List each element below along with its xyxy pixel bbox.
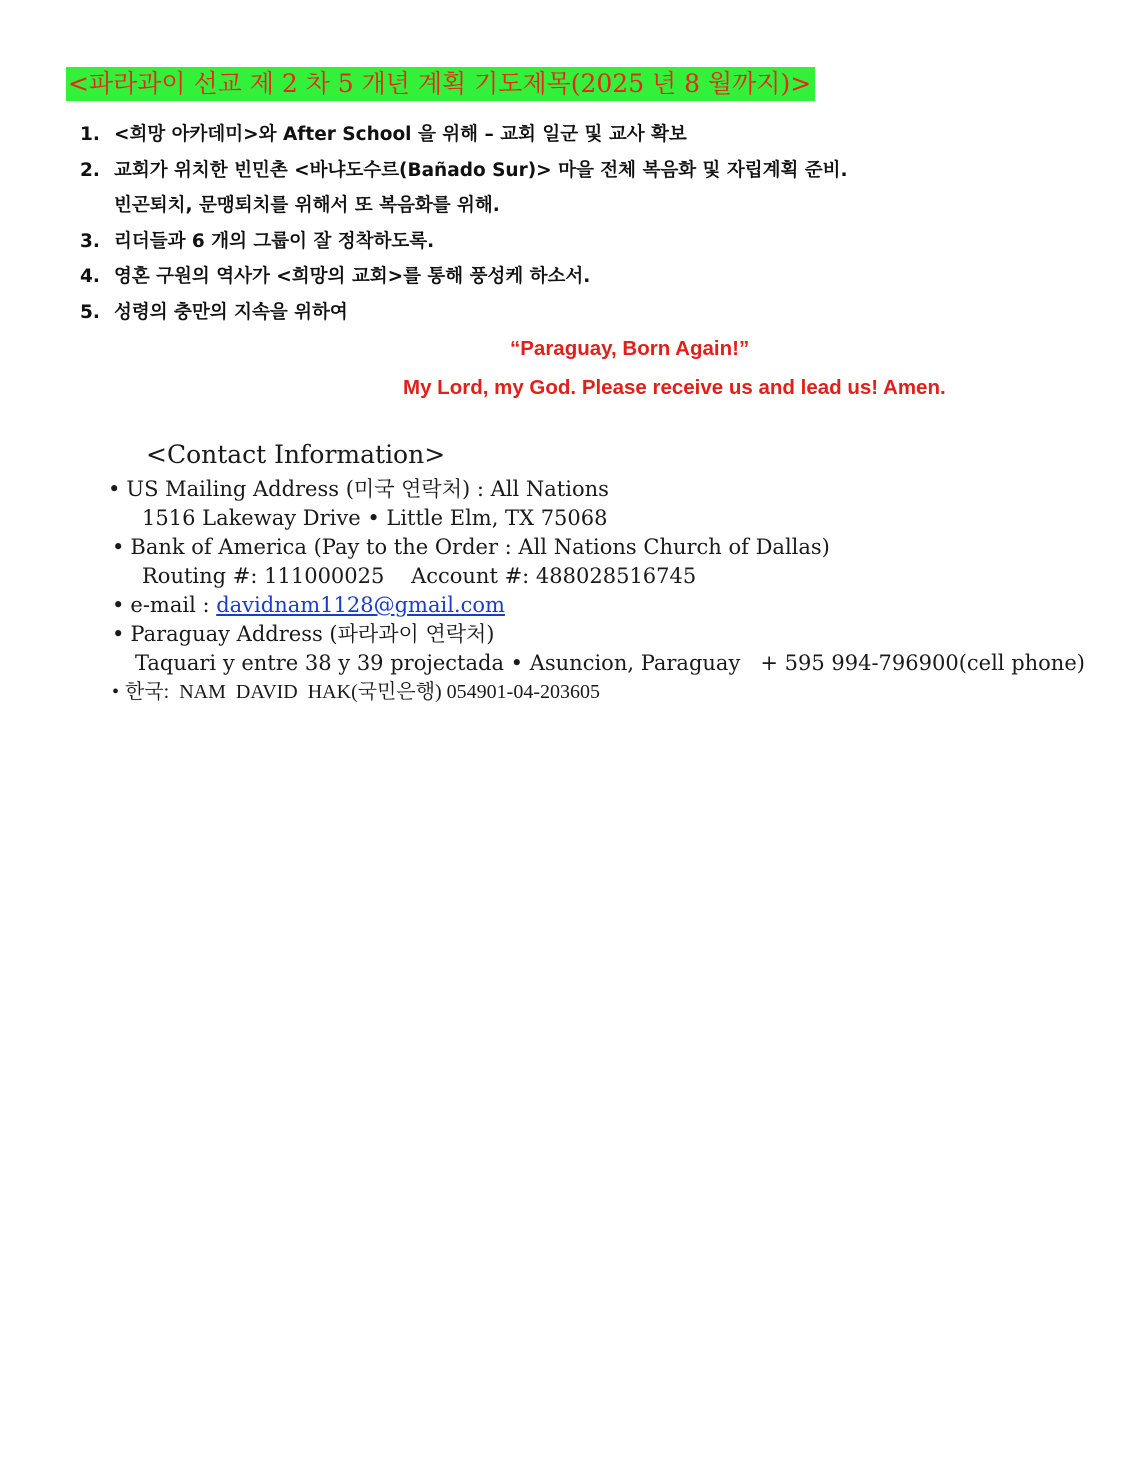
slogan-born-again: “Paraguay, Born Again!” (510, 337, 750, 360)
bullet-icon: • (108, 477, 121, 501)
title-block (66, 67, 815, 101)
item-text: 성령의 충만의 지속을 위하여 (114, 301, 348, 323)
bullet-icon: • (112, 535, 125, 559)
prayer-item (80, 259, 980, 295)
item-text: 교회가 위치한 빈민촌 <바냐도수르(Bañado Sur)> 마을 전체 복음화 및 자립계획 준비. (114, 159, 848, 181)
bank-info: Bank of America (Pay to the Order : All Nations Church of Dallas) (130, 535, 830, 559)
email-label: e-mail : (130, 593, 217, 617)
item-number: 4. (80, 266, 100, 287)
bullet-icon: • (112, 622, 125, 646)
bullet-icon: • (112, 593, 125, 617)
email-line (112, 591, 505, 620)
prayer-item (80, 117, 980, 153)
item-text: <희망 아카데미>와 After School 을 위해 – 교회 일군 및 교사 확보 (114, 124, 687, 145)
prayer-item (80, 224, 980, 260)
contact-heading: <Contact Information> (146, 440, 446, 469)
us-mailing-line (108, 475, 609, 504)
paraguay-line (112, 620, 495, 649)
item-number: 1. (80, 124, 100, 145)
item-text: 영혼 구원의 역사가 <희망의 교회>를 통해 풍성케 하소서. (114, 266, 591, 287)
prayer-list (80, 117, 980, 330)
paraguay-label: Paraguay Address (파라과이 연락처) (130, 622, 495, 646)
us-address: 1516 Lakeway Drive • Little Elm, TX 75068 (142, 506, 608, 530)
bullet-icon: • (112, 681, 120, 703)
paraguay-address: Taquari y entre 38 y 39 projectada • Asuncion, Paraguay + 595 994-796900(cell phone) (135, 651, 1085, 675)
korea-bank-info: 한국: NAM DAVID HAK(국민은행) 054901-04-203605 (125, 681, 600, 703)
routing-account: Routing #: 111000025 Account #: 488028516745 (142, 564, 697, 588)
item-number: 3. (80, 230, 100, 252)
prayer-item-continuation: 빈곤퇴치, 문맹퇴치를 위해서 또 복음화를 위해. (114, 195, 500, 216)
page-title: <파라과이 선교 제 2 차 5 개년 계획 기도제목(2025 년 8 월까지)> (66, 67, 815, 101)
us-mailing-label: US Mailing Address (미국 연락처) : All Nations (126, 477, 609, 501)
korea-line (112, 678, 600, 707)
prayer-item (80, 153, 980, 189)
item-number: 5. (80, 301, 100, 323)
email-link[interactable]: davidnam1128@gmail.com (216, 593, 505, 617)
bank-line (112, 533, 830, 562)
prayer-item (80, 295, 980, 331)
item-text: 리더들과 6 개의 그룹이 잘 정착하도록. (114, 230, 435, 252)
slogan-prayer: My Lord, my God. Please receive us and lead us! Amen. (403, 376, 946, 399)
item-number: 2. (80, 159, 100, 181)
